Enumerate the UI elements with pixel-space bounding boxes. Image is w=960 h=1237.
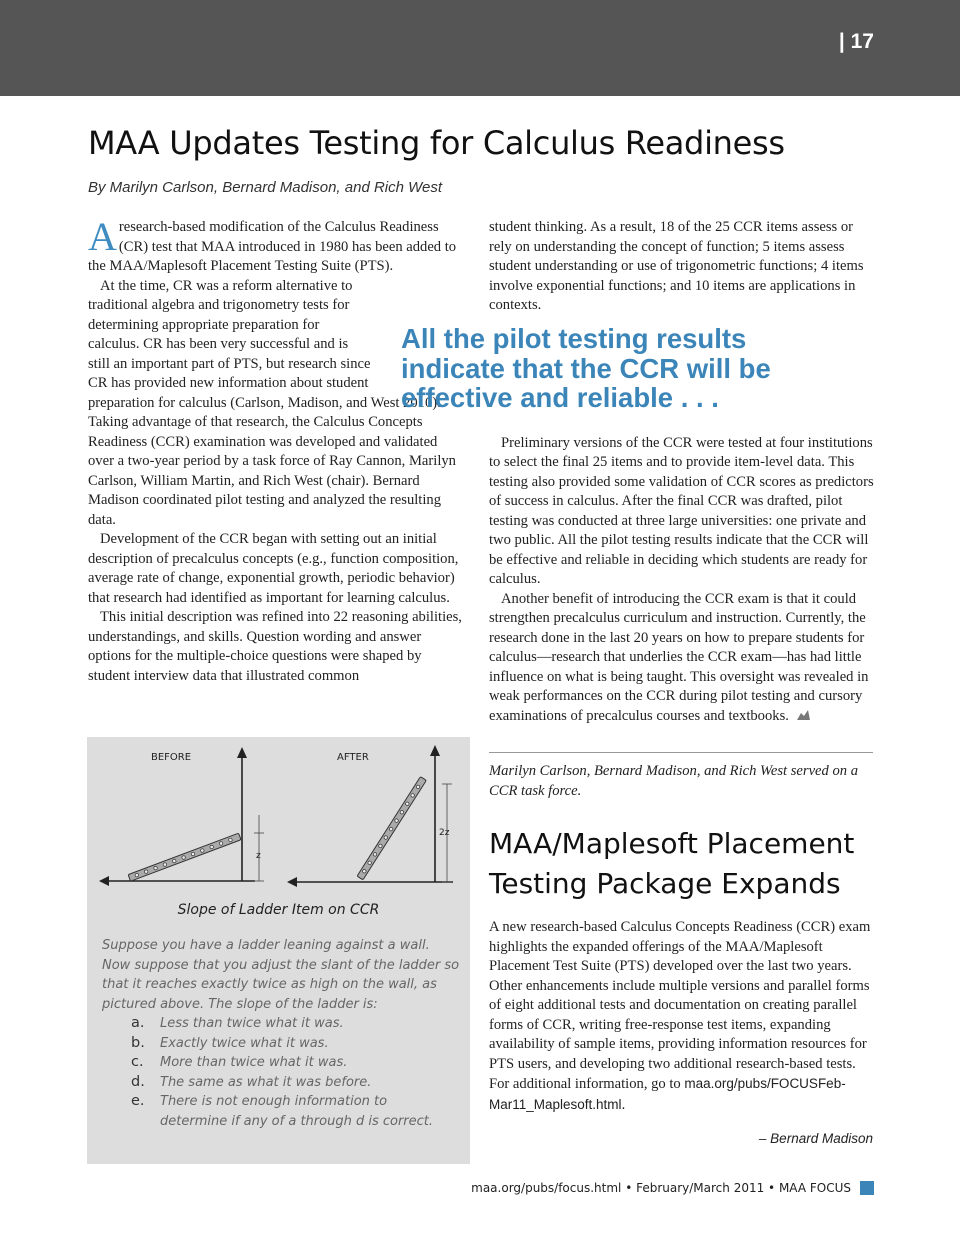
paragraph-refinement: This initial description was refined into 22 reasoning abilities, understandings, and skills. Question wording and answer options for the multiple-choice questions were shaped by student interview data that illustrated common (88, 609, 462, 684)
option-letter: b. (131, 1034, 145, 1051)
option-text: Exactly twice what it was. (160, 1035, 329, 1051)
option-text: More than twice what it was. (160, 1055, 348, 1070)
before-diagram (99, 747, 264, 886)
option-letter: a. (131, 1015, 145, 1031)
option-text: The same as what it was before. (160, 1074, 372, 1090)
before-ladder (128, 833, 241, 881)
ladder-diagram (87, 737, 470, 897)
header-band (0, 0, 960, 96)
after-label: AFTER (337, 752, 369, 763)
page-number: | 17 (838, 30, 874, 53)
after-diagram (287, 745, 453, 887)
answer-option (131, 1092, 451, 1131)
arrow-left-icon (99, 876, 109, 886)
article2-body (489, 918, 875, 1115)
answer-option (131, 1053, 451, 1073)
figure-caption: Slope of Ladder Item on CCR (177, 902, 380, 918)
option-text: Less than twice what it was. (160, 1016, 344, 1031)
benefit-text: Another benefit of introducing the CCR exam is that it could strengthen precalculus curriculum and instruction. Currently, the research done in the last 20 years on how to prepare students for calculus—research that underlies the CCR exam—has had little influence on what is being taught. This oversight was revealed in weak performances on the CCR during pilot testing and cursory examinations of precalculus courses and textbooks. (489, 590, 869, 724)
intro-text: research-based modification of the Calculus Readiness (CR) test that MAA introduced in 1980 has been added to the MAA/Maplesoft Placement Testing Suite (PTS). (88, 219, 457, 274)
paragraph-development: Development of the CCR began with setting out an initial description of precalculus concepts (e.g., function composition, average rate of change, exponential growth, periodic behavior) that research had identified as important for learning calculus. (88, 531, 459, 606)
article-title: MAA Updates Testing for Calculus Readiness (88, 124, 785, 162)
after-ladder (357, 777, 426, 880)
article2-link-end: . (621, 1096, 626, 1113)
paragraph-benefit (489, 590, 875, 727)
option-letter: c. (131, 1054, 144, 1070)
answer-option (131, 1034, 451, 1054)
footer-square (860, 1181, 874, 1195)
option-text: There is not enough information to determine if any of a through d is correct. (160, 1094, 434, 1129)
arrow-up-icon (430, 745, 440, 756)
author-credits: Marilyn Carlson, Bernard Madison, and Rich West served on a CCR task force. (489, 763, 859, 799)
drop-cap: A (88, 214, 117, 259)
paragraph-continued: student thinking. As a result, 18 of the 25 CCR items assess or rely on understanding the concept of function; 5 items assess student understanding or use of trigonometric functions; 4 items involve exponential functions; and 10 items are applications in contexts. (489, 219, 864, 313)
footer-text: maa.org/pubs/focus.html • February/March 2011 • MAA FOCUS (471, 1181, 851, 1195)
answer-option (131, 1073, 451, 1093)
arrow-left-icon (287, 877, 297, 887)
two-z-label: 2z (439, 828, 450, 838)
right-column (489, 218, 875, 726)
article2-text: A new research-based Calculus Concepts Readiness (CCR) exam highlights the expanded offerings of the MAA/Maplesoft Placement Test Suite (PTS) developed over the last two years. Other enhancements include multiple versions and parallel forms of eight additional tests and documentation on creating parallel forms of CCR, writing free-response test items, expanding availability of sample items, providing information resources for PTS users, and developing two additional research-based tests. For additional information, go to (489, 919, 871, 1092)
pull-quote: All the pilot testing results indicate that the CCR will be effective and reliable . . . (401, 323, 771, 413)
z-label: z (256, 851, 261, 861)
article2-signoff: – Bernard Madison (758, 1131, 873, 1146)
divider (489, 752, 873, 753)
article2-link[interactable]: maa.org/pubs/FOCUSFeb-Mar11_Maplesoft.html (489, 1076, 846, 1112)
article2-title: MAA/Maplesoft Placement Testing Package Expands (489, 827, 855, 900)
before-label: BEFORE (151, 752, 192, 763)
answer-option (131, 1014, 451, 1034)
arrow-up-icon (237, 747, 247, 758)
paragraph-history: At the time, CR was a reform alternative to traditional algebra and trigonometry tests for determining appropriate preparation for calculus. CR has been very successful and is still an important part of PTS, but research since CR has provided new information about student preparation for calculus (Carlson, Madison, and West 2010). Taking advantage of that research, the Calculus Concepts Readiness (CCR) examination was developed and validated over a two-year period by a task force of Ray Cannon, Marilyn Carlson, William Martin, and Rich West (chair). Bernard Madison coordinated pilot testing and analyzed the resulting data. (88, 277, 456, 528)
option-letter: e. (131, 1093, 145, 1109)
paragraph-pilot: Preliminary versions of the CCR were tested at four institutions to select the final 25 items and to provide item-level data. This testing also provided some validation of CCR scores as predictors of success in calculus. After the final CCR was drafted, pilot testing was conducted at three large universities: one private and two public. All the pilot testing results indicate that the CCR will be effective and reliable in deciding which students are ready for calculus. (489, 434, 874, 587)
ladder-question: Suppose you have a ladder leaning against a wall. Now suppose that you adjust the slant of the ladder so that it reaches exactly twice as high on the wall, as pictured above. The slope of the ladder is: (102, 938, 460, 1012)
end-mark-icon (796, 709, 811, 721)
paragraph-intro (88, 214, 464, 277)
answer-options (131, 1014, 451, 1131)
article-byline: By Marilyn Carlson, Bernard Madison, and Rich West (88, 179, 443, 196)
ladder-sidebar (87, 737, 470, 1164)
option-letter: d. (131, 1073, 145, 1090)
left-column (88, 214, 464, 686)
